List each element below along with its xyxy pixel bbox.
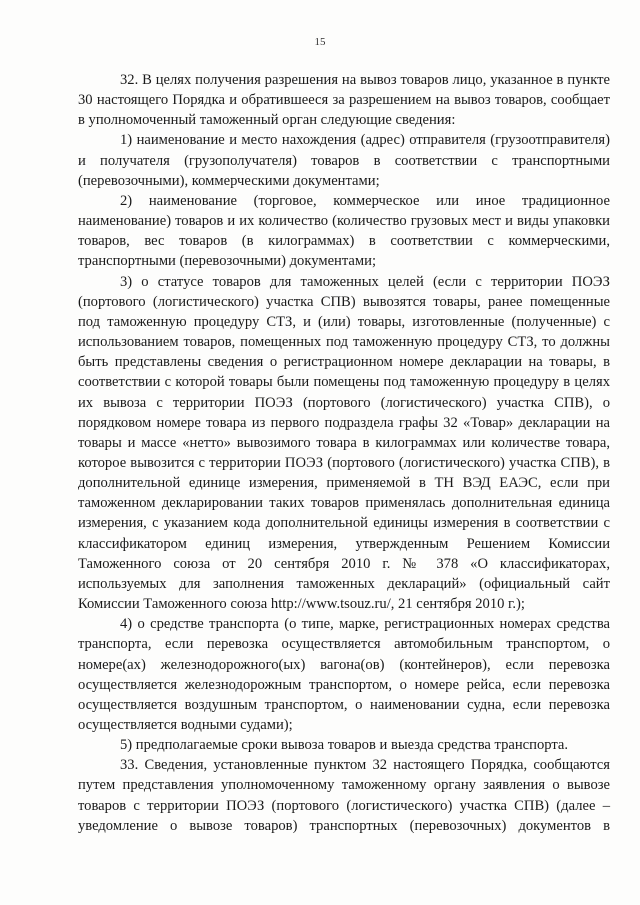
paragraph-33: 33. Сведения, установленные пунктом 32 настоящего Порядка, сообщаются путем представления уполномоченному таможенному органу заявления о вывозе товаров с территории ПОЭЗ (портового (логистического) участка СПВ) (далее – уведомление о вывозе товаров) транспортных (перевозочных) документов в [78, 757, 610, 834]
list-item-2: 2) наименование (торговое, коммерческое или иное традиционное наименование) товаров и их количество (количество грузовых мест и виды упаковки товаров, вес товаров (в килограммах) в соответствии с коммерческими, транспортными (перевозочными) документами; [78, 192, 610, 270]
list-item-5: 5) предполагаемые сроки вывоза товаров и выезда средства транспорта. [120, 737, 569, 754]
document-body [78, 70, 610, 836]
page-number: 15 [314, 36, 326, 48]
list-item-4: 4) о средстве транспорта (о типе, марке, регистрационных номерах средства транспорта, если перевозка осуществляется автомобильным транспортом, о номере(ах) железнодорожного(ых) вагона(ов) (контейнеров), если перевозка осуществляется железнодорожным транспортом, о номере рейса, если перевозка осуществляется воздушным транспортом, о наименовании судна, если перевозка осуществляется водными судами); [78, 616, 610, 733]
paragraph-32: 32. В целях получения разрешения на вывоз товаров лицо, указанное в пункте 30 настоящего Порядка и обратившееся за разрешением на вывоз товаров, сообщает в уполномоченный таможенный орган следующие сведения: [78, 72, 610, 129]
list-item-3: 3) о статусе товаров для таможенных целей (если с территории ПОЭЗ (портового (логистического) участка СПВ) вывозятся товары, ранее помещенные под таможенную процедуру СТЗ, и (или) товары, изготовленные (полученные) с использованием товаров, помещенных под таможенную процедуру СТЗ, то должны быть представлены сведения о регистрационном номере декларации на товары, в соответствии с которой товары были помещены под таможенную процедуру в целях их вывоза с территории ПОЭЗ (портового (логистического) участка СПВ), о порядковом номере товара из первого подраздела графы 32 «Товар» декларации на товары и массе «нетто» вывозимого товара в килограммах или количестве товара, которое вывозится с территории ПОЭЗ (портового (логистического) участка СПВ), в дополнительной единице измерения, применяемой в ТН ВЭД ЕАЭС, если при таможенном декларировании таких товаров применялась дополнительная единица измерения, с указанием кода дополнительной единицы измерения в соответствии с классификатором единиц измерения, утвержденным Решением Комиссии Таможенного союза от 20 сентября 2010 г. № 378 «О классификаторах, используемых для заполнения таможенных деклараций» (официальный сайт Комиссии Таможенного союза http://www.tsouz.ru/, 21 сентября 2010 г.); [78, 273, 610, 613]
list-item-1: 1) наименование и место нахождения (адрес) отправителя (грузоотправителя) и получателя (грузополучателя) товаров в соответствии с транспортными (перевозочными), коммерческими документами; [78, 132, 610, 189]
